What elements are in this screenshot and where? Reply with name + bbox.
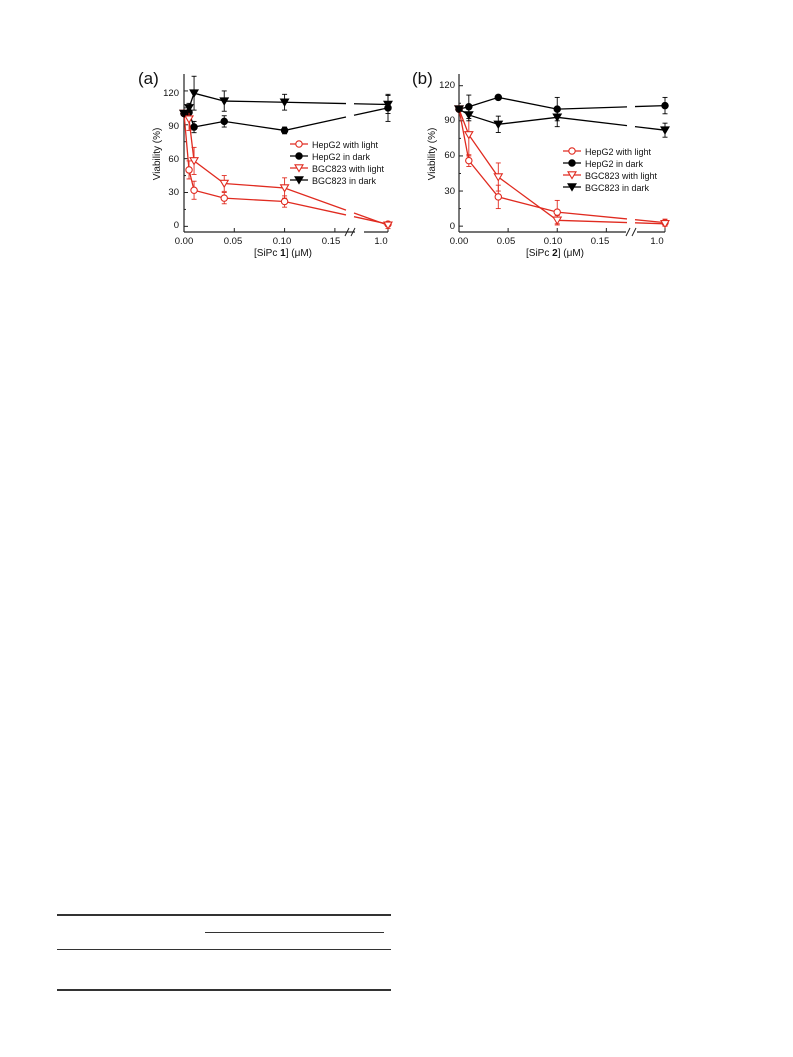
x-tick-label: 0.05 (223, 236, 243, 247)
data-point (466, 157, 472, 163)
x-axis-label (254, 248, 312, 259)
legend-label: BGC823 in dark (312, 176, 377, 186)
panel-label: (b) (412, 69, 433, 88)
x-axis-label-suffix: ] (μM) (285, 248, 312, 259)
x-axis-label (526, 248, 584, 259)
legend-label: BGC823 with light (585, 171, 658, 181)
series-line (635, 223, 665, 224)
series (455, 106, 669, 137)
x-tick-label: 0.15 (321, 236, 341, 247)
panel-b (412, 69, 669, 259)
legend-label: BGC823 in dark (585, 183, 650, 193)
panel-a (138, 69, 392, 259)
y-axis-label: Viability (%) (427, 127, 438, 181)
legend-label: HepG2 with light (312, 140, 379, 150)
y-tick-label: 30 (168, 187, 179, 198)
series-line (635, 106, 665, 107)
x-tick-label: 0.00 (449, 236, 469, 247)
x-axis-label-suffix: ] (μM) (557, 248, 584, 259)
data-point (465, 112, 473, 119)
y-tick-label: 60 (168, 154, 179, 165)
data-point (495, 94, 501, 100)
y-axis-label: Viability (%) (152, 127, 163, 181)
x-tick-label: 0.15 (590, 236, 610, 247)
legend (290, 140, 385, 186)
series-line (459, 109, 627, 126)
x-tick-label: 0.05 (496, 236, 516, 247)
data-point (495, 194, 501, 200)
x-tick-label: 0.00 (174, 236, 194, 247)
axis-break-mark (632, 228, 636, 236)
table-top-rule (57, 914, 391, 916)
table-header-rule (57, 949, 391, 950)
series (180, 76, 392, 117)
x-tick-label: 1.0 (650, 236, 664, 247)
data-point (191, 187, 197, 193)
data-point (296, 141, 302, 147)
y-tick-label: 60 (444, 150, 455, 161)
legend-label: HepG2 in dark (585, 159, 644, 169)
series-line (459, 97, 627, 109)
data-point (186, 167, 192, 173)
x-tick-label: 0.10 (272, 236, 292, 247)
figure-charts (0, 0, 793, 300)
y-tick-label: 120 (163, 88, 179, 99)
legend (563, 147, 658, 193)
series-line (184, 93, 346, 113)
y-tick-label: 120 (439, 80, 455, 91)
y-tick-label: 90 (168, 121, 179, 132)
y-tick-label: 0 (173, 220, 179, 231)
legend-label: HepG2 with light (585, 147, 652, 157)
x-tick-label: 0.10 (543, 236, 563, 247)
table-bottom-rule (57, 989, 391, 991)
x-tick-label: 1.0 (374, 236, 388, 247)
axis-break-mark (626, 228, 630, 236)
data-point (569, 148, 575, 154)
data-point (465, 132, 473, 139)
y-tick-label: 90 (444, 115, 455, 126)
x-axis-label-compound: 2 (552, 248, 558, 259)
x-axis-label-prefix: [SiPc (254, 248, 281, 259)
series (456, 94, 668, 121)
panel-label: (a) (138, 69, 159, 88)
legend-label: HepG2 in dark (312, 152, 371, 162)
y-tick-label: 30 (444, 186, 455, 197)
data-point (281, 198, 287, 204)
y-tick-label: 0 (449, 221, 455, 232)
data-point (281, 127, 287, 133)
series-line (184, 112, 346, 130)
series-line (354, 213, 388, 225)
data-point (296, 153, 302, 159)
series-line (354, 108, 388, 115)
data-point (554, 209, 560, 215)
table-group-rule (205, 932, 384, 933)
data-point (662, 102, 668, 108)
series-line (354, 104, 388, 105)
x-axis-label-prefix: [SiPc (526, 248, 553, 259)
data-point (221, 118, 227, 124)
data-point (569, 160, 575, 166)
data-point (221, 195, 227, 201)
x-axis-label-compound: 1 (280, 248, 286, 259)
legend-label: BGC823 with light (312, 164, 385, 174)
data-point (191, 124, 197, 130)
